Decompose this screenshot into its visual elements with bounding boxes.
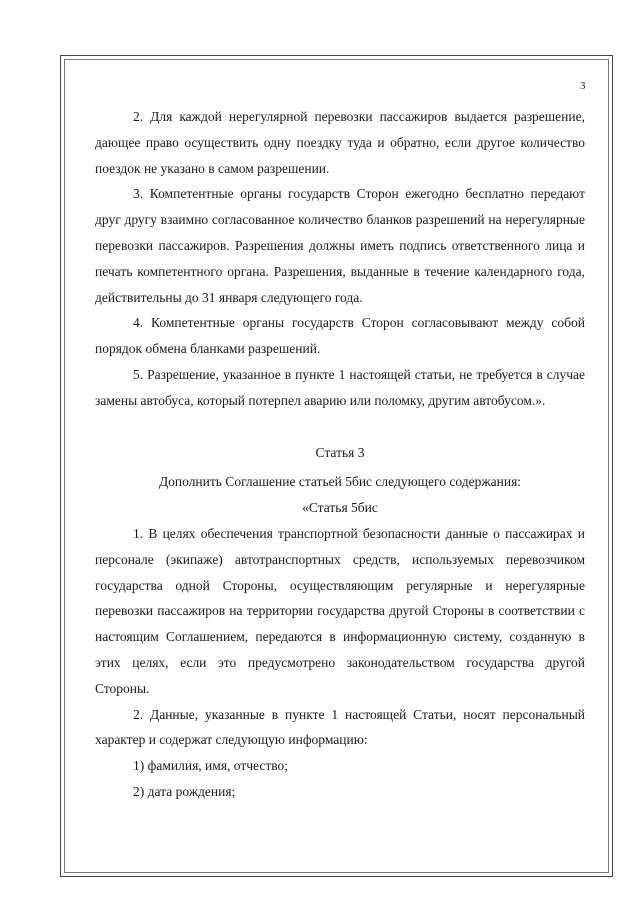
paragraph-5: 5. Разрешение, указанное в пункте 1 настоящей статьи, не требуется в случае замены автобуса, который потерпел аварию или поломку, другим автобусом.». bbox=[95, 366, 585, 408]
list-item-1: 1) фамилия, имя, отчество; bbox=[133, 758, 289, 774]
sub-paragraph-1: 1. В целях обеспечения транспортной безопасности данные о пассажирах и персонале (экипаже) автотранспортных средств, используемых перевозчиком государства одной Стороны, осуществляющим регулярные и нерегулярные перевозки пассажиров на территории государства другой Стороны в соответствии с настоящим Соглашением, передаются в информационную систему, созданную в этих целях, если это предусмотрено законодательством государства другой Стороны. bbox=[95, 525, 585, 696]
page-number: 3 bbox=[580, 80, 586, 92]
list-item-2: 2) дата рождения; bbox=[133, 783, 236, 799]
sub-article-heading: «Статья 5бис bbox=[302, 500, 378, 516]
paragraph-4: 4. Компетентные органы государств Сторон согласовывают между собой порядок обмена бланками разрешений. bbox=[95, 315, 585, 357]
article-intro: Дополнить Соглашение статьей 5бис следующего содержания: bbox=[158, 474, 522, 490]
article-heading: Статья 3 bbox=[315, 444, 365, 460]
sub-paragraph-2: 2. Данные, указанные в пункте 1 настоящей Статьи, носят персональный характер и содержат следующую информацию: bbox=[95, 706, 585, 748]
paragraph-2: 2. Для каждой нерегулярной перевозки пассажиров выдается разрешение, дающее право осуществить одну поездку туда и обратно, если другое количество поездок не указано в самом разрешении. bbox=[95, 109, 585, 176]
paragraph-3: 3. Компетентные органы государств Сторон ежегодно бесплатно передают друг другу взаимно согласованное количество бланков разрешений на нерегулярные перевозки пассажиров. Разрешения должны иметь подпись ответственного лица и печать компетентного органа. Разрешения, выданные в течение календарного года, действительны до 31 января следующего года. bbox=[95, 186, 585, 305]
document-body bbox=[95, 104, 585, 805]
